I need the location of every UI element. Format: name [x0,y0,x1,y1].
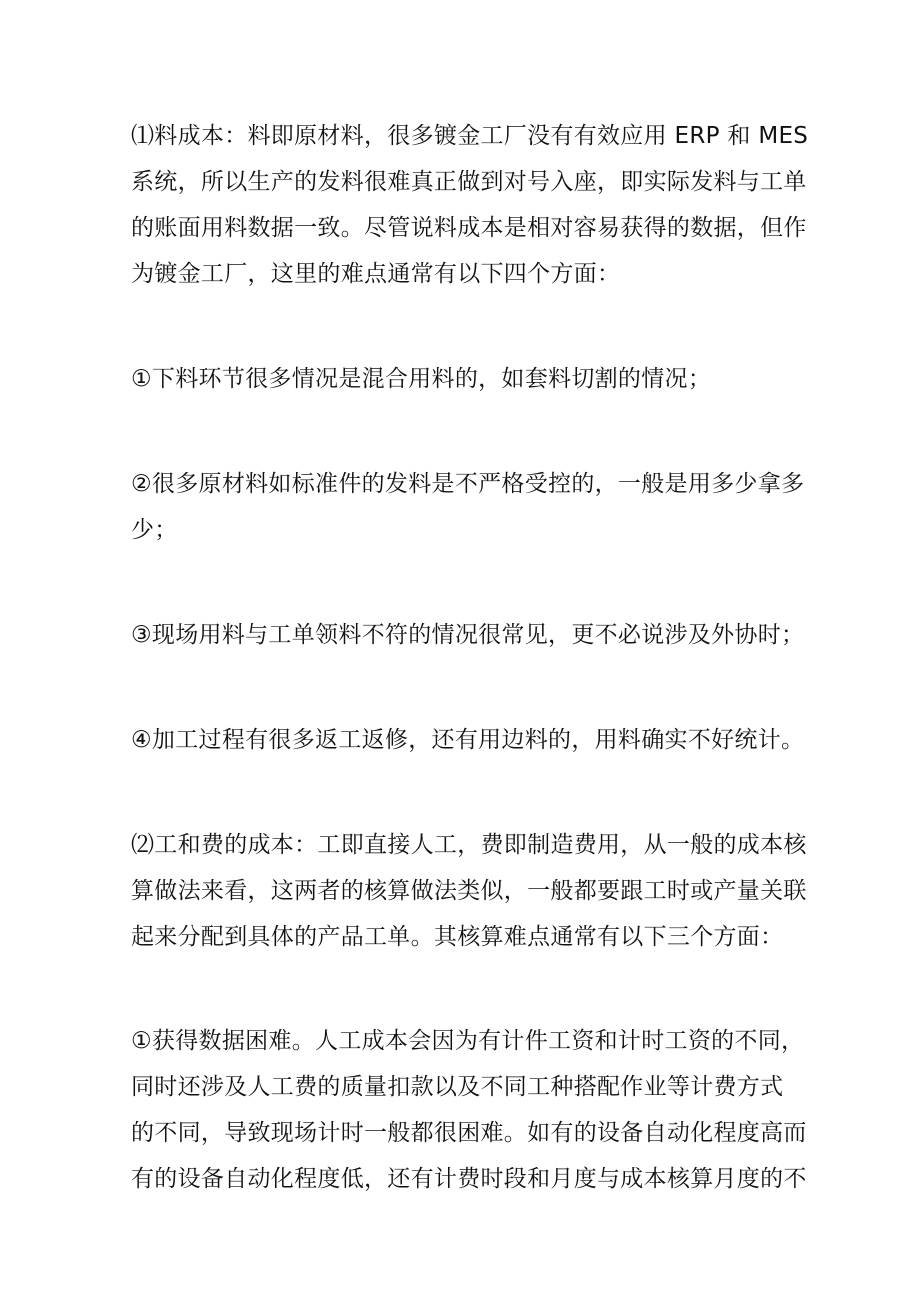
text-line: 系统，所以生产的发料很难真正做到对号入座，即实际发料与工单 [131,169,807,195]
paragraph-point-2 [131,461,811,553]
text-line: ①获得数据困难。人工成本会因为有计件工资和计时工资的不同， [131,1028,805,1054]
text-line: ②很多原材料如标准件的发料是不严格受控的，一般是用多少拿多 [131,471,805,497]
paragraph-point-3 [131,612,811,658]
text-line: 为镀金工厂，这里的难点通常有以下四个方面： [131,261,621,287]
text-line: 少； [131,517,178,543]
text-line: 的不同，导致现场计时一般都很困难。如有的设备自动化程度高而 [131,1120,807,1146]
text-line: ③现场用料与工单领料不符的情况很常见，更不必说涉及外协时； [131,622,805,648]
text-line: ①下料环节很多情况是混合用料的，如套料切割的情况； [131,366,712,392]
text-line: ⑵工和费的成本：工即直接人工，费即制造费用，从一般的成本核 [131,832,807,858]
text-line: ⑴料成本：料即原材料，很多镀金工厂没有有效应用 ERP 和 MES [131,123,809,149]
text-line: ④加工过程有很多返工返修，还有用边料的，用料确实不好统计。 [131,727,805,753]
paragraph-point-1 [131,356,811,402]
text-line: 有的设备自动化程度低，还有计费时段和月度与成本核算月度的不 [131,1166,807,1192]
text-line: 同时还涉及人工费的质量扣款以及不同工种搭配作业等计费方式 [131,1074,784,1100]
paragraph-point-4 [131,717,811,763]
paragraph-material-cost [131,113,811,297]
text-line: 起来分配到具体的产品工单。其核算难点通常有以下三个方面： [131,924,784,950]
paragraph-data-difficulty [131,1018,811,1202]
paragraph-labor-overhead-cost [131,822,811,960]
text-line: 算做法来看，这两者的核算做法类似，一般都要跟工时或产量关联 [131,878,807,904]
document-body [131,113,811,1202]
text-line: 的账面用料数据一致。尽管说料成本是相对容易获得的数据，但作 [131,215,807,241]
